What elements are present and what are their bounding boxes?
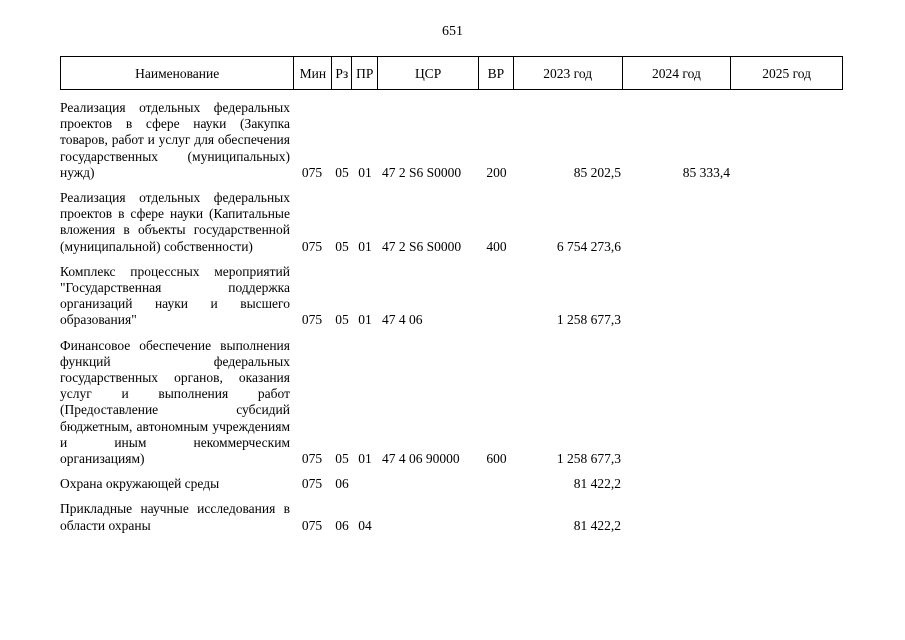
row-rz: 06 — [335, 476, 349, 492]
header-2025: 2025 год — [762, 66, 812, 81]
row-min: 075 — [301, 517, 323, 533]
row-rz: 06 — [335, 517, 349, 533]
row-name: Охрана окружающей среды — [60, 476, 220, 492]
row-min: 075 — [301, 451, 323, 467]
row-pr: 04 — [358, 517, 372, 533]
row-2023: 6 754 273,6 — [556, 238, 621, 254]
header-2023: 2023 год — [514, 57, 623, 89]
row-name: Комплекс процессных мероприятий "Государственная поддержка организаций науки и высшего образования" — [60, 263, 290, 328]
row-name: Реализация отдельных федеральных проектов в сфере науки (Закупка товаров, работ и услуг для обеспечения государственных (муниципальных) нужд) — [60, 100, 290, 180]
table-row — [60, 264, 843, 329]
row-min: 075 — [301, 238, 323, 254]
row-name: Прикладные научные исследования в области охраны — [60, 501, 290, 533]
row-pr: 01 — [358, 312, 372, 328]
header-pr: ПР — [352, 57, 378, 89]
table-header — [60, 56, 843, 90]
row-rz: 05 — [335, 312, 349, 328]
table-row — [60, 190, 843, 255]
table-row — [60, 501, 843, 533]
row-2024: 85 333,4 — [682, 164, 730, 180]
row-pr: 01 — [358, 238, 372, 254]
table-row — [60, 476, 843, 492]
row-csr: 47 2 S6 S0000 — [382, 238, 462, 254]
row-2023: 81 422,2 — [573, 476, 621, 492]
page-number: 651 — [442, 24, 463, 39]
row-2023: 81 422,2 — [573, 517, 621, 533]
row-name: Финансовое обеспечение выполнения функций федеральных государственных органов, оказания услуг и выполнения работ (Предоставление субсидий бюджетным, автономным учреждениям и иным некоммерческим организациям) — [60, 337, 290, 467]
row-vr: 400 — [486, 238, 507, 254]
row-csr: 47 4 06 90000 — [382, 451, 460, 467]
row-rz: 05 — [335, 451, 349, 467]
table-body — [60, 100, 843, 543]
table-row — [60, 338, 843, 468]
row-vr: 200 — [486, 164, 507, 180]
row-pr: 01 — [358, 451, 372, 467]
row-2023: 1 258 677,3 — [556, 451, 621, 467]
row-min: 075 — [301, 164, 323, 180]
header-name: Наименование — [61, 57, 294, 89]
table-row — [60, 100, 843, 181]
header-min: Мин — [294, 57, 332, 89]
header-2024: 2024 год — [623, 57, 732, 89]
row-min: 075 — [301, 312, 323, 328]
row-csr: 47 2 S6 S0000 — [382, 164, 462, 180]
row-name: Реализация отдельных федеральных проектов в сфере науки (Капитальные вложения в объекты государственной (муниципальной) собственности) — [60, 190, 290, 254]
row-2023: 1 258 677,3 — [556, 312, 621, 328]
row-min: 075 — [301, 476, 323, 492]
row-rz: 05 — [335, 164, 349, 180]
header-rz: Рз — [332, 57, 352, 89]
row-csr: 47 4 06 — [382, 312, 423, 328]
row-pr: 01 — [358, 164, 372, 180]
row-2023: 85 202,5 — [573, 164, 621, 180]
header-vr: ВР — [479, 57, 514, 89]
row-vr: 600 — [486, 451, 507, 467]
header-csr: ЦСР — [378, 57, 479, 89]
row-rz: 05 — [335, 238, 349, 254]
